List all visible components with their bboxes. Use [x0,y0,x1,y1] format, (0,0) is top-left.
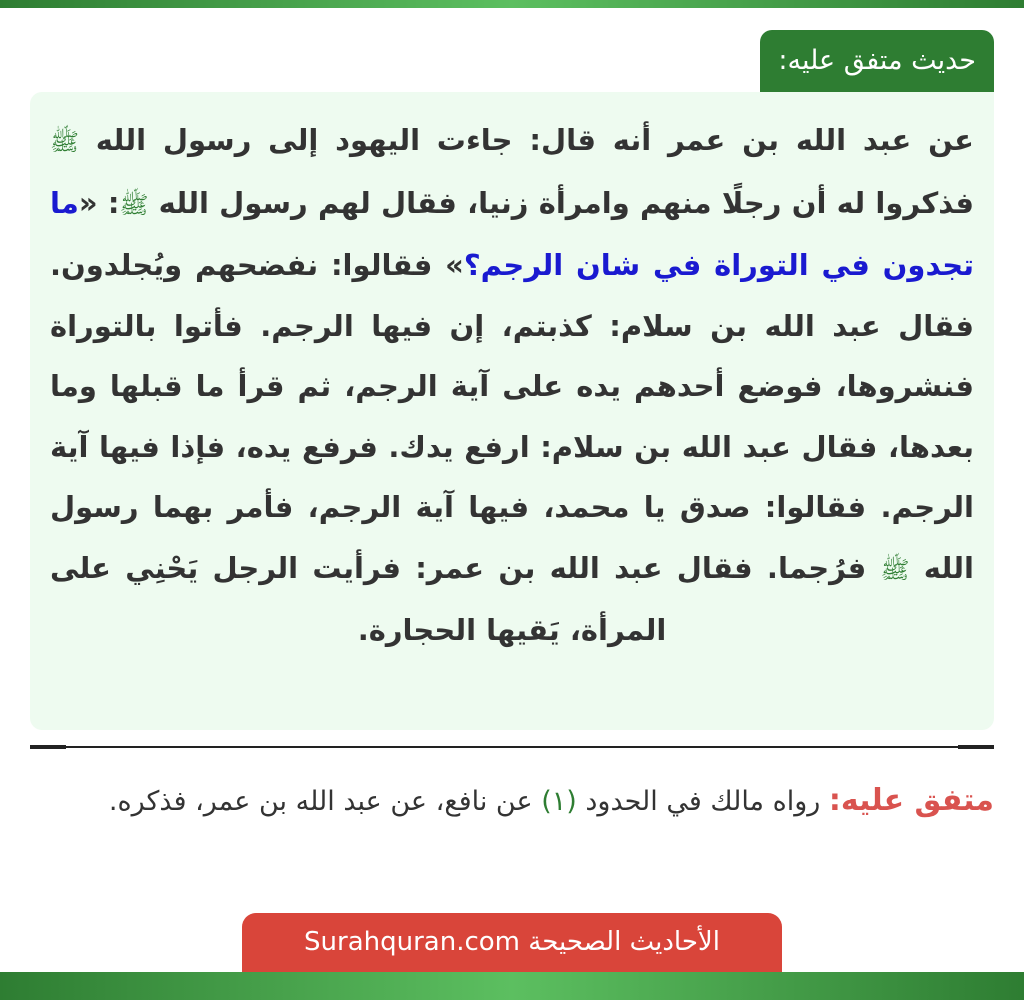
footnote-marker[interactable]: (١) [541,786,577,817]
hadith-text-part-4: » فقالوا: نفضحهم ويُجلدون. فقال عبد الله بن سلام: كذبتم، إن فيها الرجم. فأتوا بالتوراة فنشروها، فوضع أحدهم يده على آية الرجم، ثم قرأ ما قبلها وما بعدها، فقال عبد الله بن سلام: ارفع يدك. فرفع يده، فإذا فيها آية الرجم. فقالوا: صدق يا محمد، فيها آية الرجم، فأمر بهما رسول الله [50,248,974,585]
hadith-text-part-1: عن عبد الله بن عمر أنه قال: جاءت اليهود إلى رسول الله [79,123,974,157]
salawat-symbol: ﷺ [880,555,910,584]
hadith-text-box [30,92,994,730]
hadith-text-part-3: : « [78,185,120,220]
salawat-symbol: ﷺ [119,190,149,219]
site-link-badge[interactable]: الأحاديث الصحيحة Surahquran.com [242,913,782,972]
section-label-tab: حديث متفق عليه: [760,30,994,92]
bottom-accent-bar [0,972,1024,1000]
section-divider [30,746,994,748]
source-label: متفق عليه: [828,783,994,818]
source-citation [30,772,994,831]
hadith-text-part-5: فرُجما. فقال عبد الله بن عمر: فرأيت الرجل يَحْنِي على المرأة، يَقيها الحجارة. [50,550,881,647]
salawat-symbol: ﷺ [50,128,79,156]
source-text-part-1: رواه مالك في الحدود [576,786,829,817]
hadith-text-part-2: فذكروا له أن رجلًا منهم وامرأة زنيا، فقال لهم رسول الله [148,185,974,220]
hadith-text [50,110,974,661]
prophet-quote: ما تجدون في التوراة في شان الرجم؟ [50,185,974,282]
source-text-part-2: عن نافع، عن عبد الله بن عمر، فذكره. [108,786,542,817]
top-accent-bar [0,0,1024,8]
